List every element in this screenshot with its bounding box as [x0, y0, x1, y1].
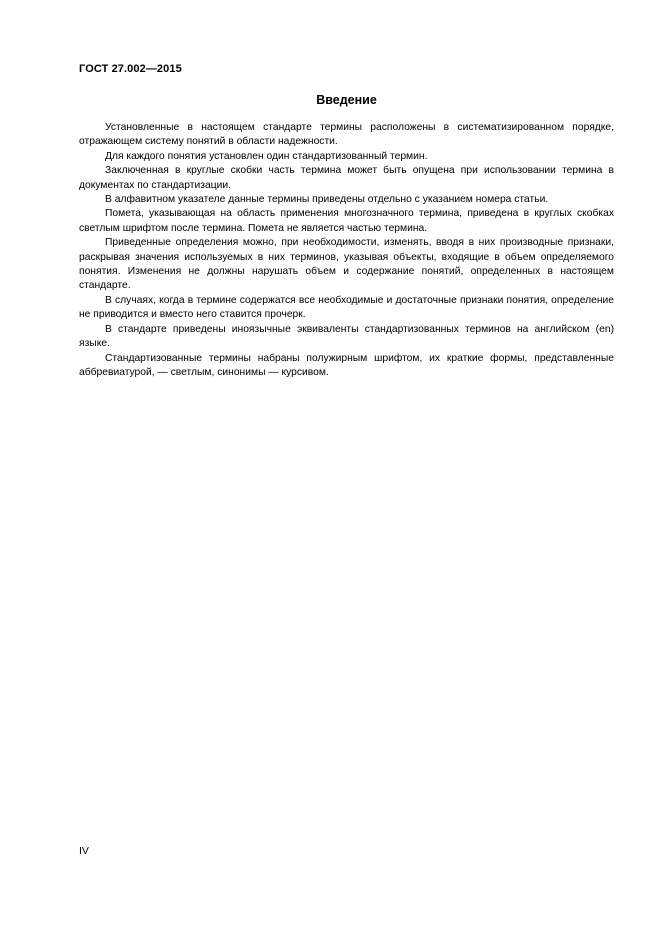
paragraph: Приведенные определения можно, при необходимости, изменять, вводя в них производные признаки, раскрывая значения используемых в них терминов, указывая объекты, входящие в объем определяемого понятия. Изменения не должны нарушать объем и содержание понятий, определенных в настоящем стандарте.: [79, 237, 614, 292]
paragraph: В случаях, когда в термине содержатся все необходимые и достаточные признаки понятия, определение не приводится и вместо него ставится прочерк.: [79, 294, 614, 321]
paragraph: Помета, указывающая на область применения многозначного термина, приведена в круглых скобках светлым шрифтом после термина. Помета не является частью термина.: [79, 208, 614, 234]
section-title: Введение: [316, 93, 377, 107]
paragraph: Заключенная в круглые скобки часть термина может быть опущена при использовании термина в документах по стандартизации.: [79, 165, 614, 191]
paragraph: Установленные в настоящем стандарте термины расположены в систематизированном порядке, отражающем систему понятий в области надежности.: [79, 122, 614, 148]
paragraph: Стандартизованные термины набраны полужирным шрифтом, их краткие формы, представленные аббревиатурой, — светлым, синонимы — курсивом.: [79, 352, 614, 378]
paragraph: В алфавитном указателе данные термины приведены отдельно с указанием номера статьи.: [105, 194, 549, 206]
page-number: IV: [79, 845, 89, 857]
paragraph: Для каждого понятия установлен один стандартизованный термин.: [105, 150, 428, 162]
paragraph: В стандарте приведены иноязычные эквиваленты стандартизованных терминов на английском (en) языке.: [79, 323, 614, 350]
introduction-body: [79, 121, 614, 380]
running-header-standard-code: ГОСТ 27.002—2015: [79, 63, 182, 75]
